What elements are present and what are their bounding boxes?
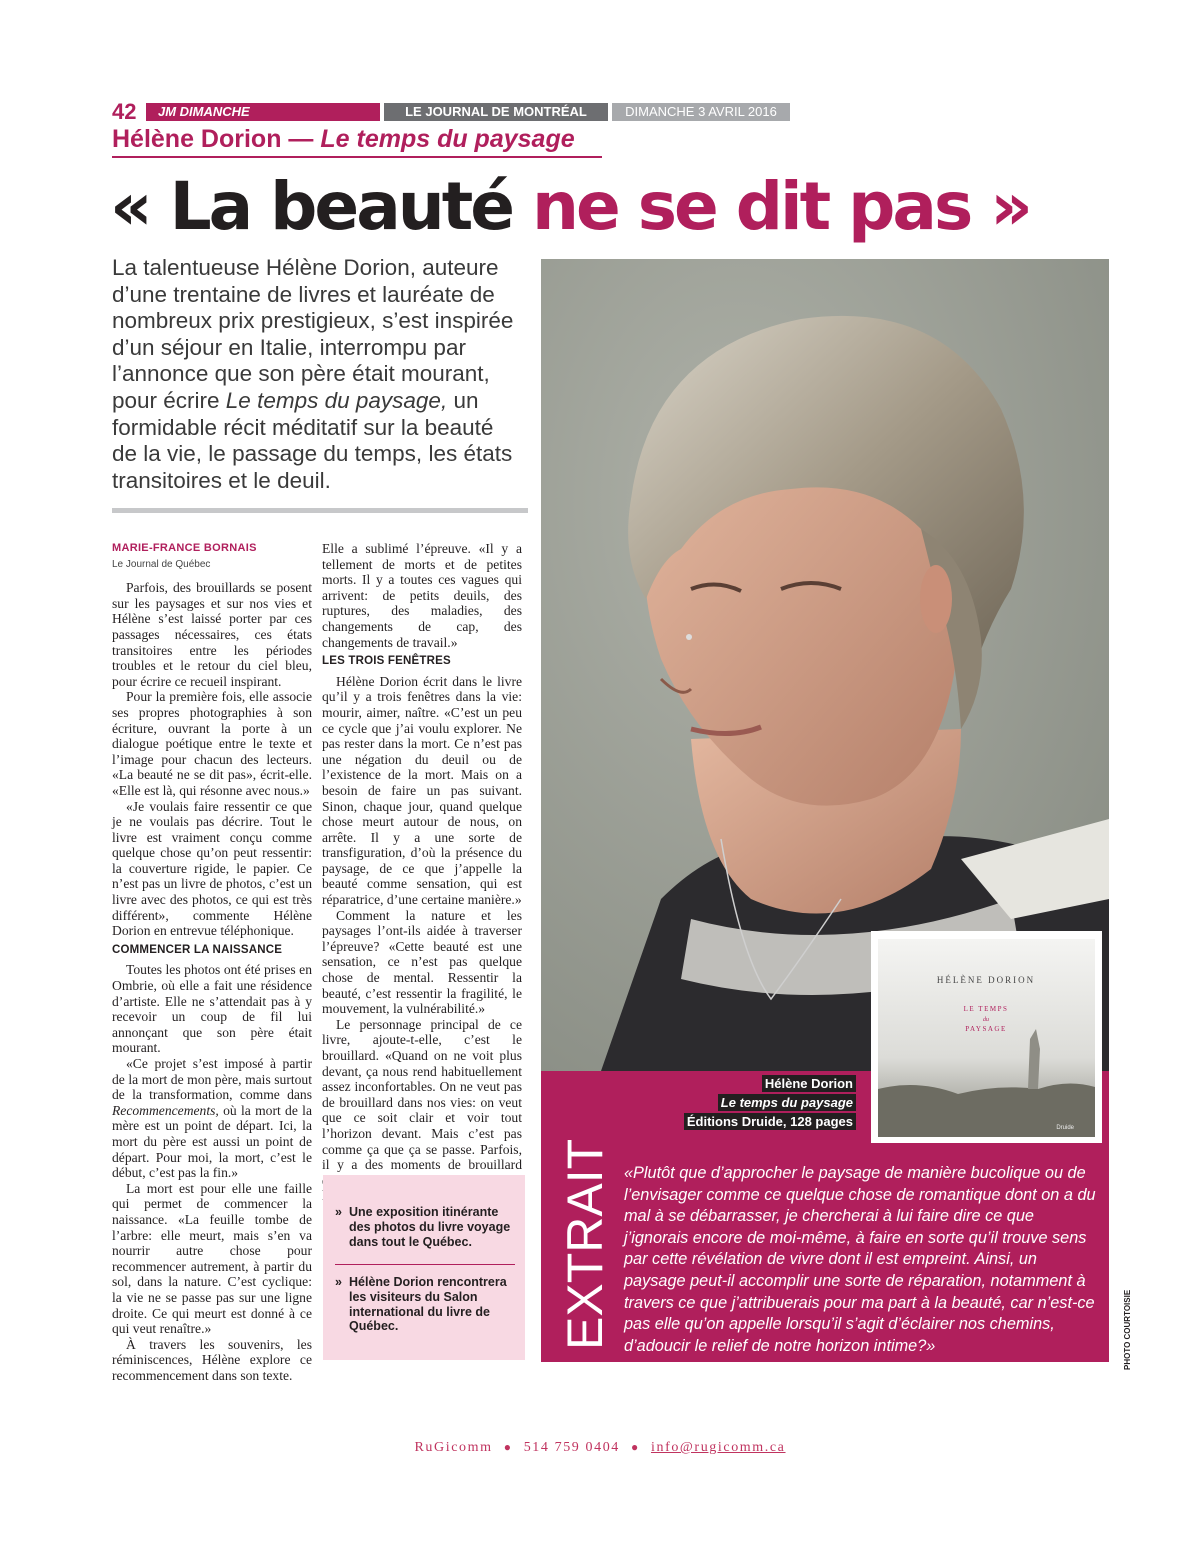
- cover-title-2: du: [983, 1017, 989, 1023]
- cover-title-1: LE TEMPS: [963, 1005, 1009, 1013]
- book-caption: [660, 1075, 856, 1132]
- intro-divider: [112, 508, 528, 513]
- sidebar-item-exposition: [335, 1205, 517, 1249]
- extrait-label-text: EXTRAIT: [557, 1138, 613, 1350]
- intro-text-a: La talentueuse Hélène Dorion, auteure d’une trentaine de livres et lauréate de nombreux prix prestigieux, s’est inspirée d’un séjour en Italie, interrompu par l’annonce que son père était mourant, pour écrire: [112, 255, 514, 413]
- body-paragraph: Elle a sublimé l’épreuve. «Il y a tellement de morts et de petites morts. Il y a toutes ces vagues qui arrivent: de petits deuils, des ruptures, des maladies, des changements de cap, des changements de travail.»: [322, 541, 522, 650]
- caption-author: Hélène Dorion: [762, 1075, 856, 1092]
- body-paragraph: [112, 1056, 312, 1181]
- body-column-2: [322, 541, 522, 1204]
- page-footer: [380, 1440, 820, 1456]
- footer-email-link[interactable]: info@rugicomm.ca: [650, 1440, 786, 1455]
- body-paragraph: Parfois, des brouillards se posent sur les paysages et sur nos vies et Hélène s’est laissé porter par ces passages nécessaires, ces états transitoires entre les périodes troubles et le retour du ciel bleu, pour écrire ce recueil inspirant.: [112, 580, 312, 689]
- footer-phone: 514 759 0404: [523, 1440, 620, 1455]
- subhead-fenetres: LES TROIS FENÊTRES: [322, 655, 451, 668]
- body-paragraph: À travers les souvenirs, les réminiscences, Hélène explore ce recommencement dans son texte.: [112, 1336, 312, 1383]
- byline-outlet: Le Journal de Québec: [112, 558, 211, 570]
- caption-publisher: Éditions Druide, 128 pages: [684, 1113, 856, 1130]
- chevron-right-icon: »: [335, 1275, 342, 1289]
- kicker-book-title: Le temps du paysage: [320, 125, 575, 153]
- book-reference: Recommencements,: [112, 1102, 219, 1118]
- extrait-quote: «Plutôt que d’approcher le paysage de manière bucolique ou de l’envisager comme ce quelque chose de romantique dont on a du mal à se débarrasser, je chercherai à lui faire dire ce que j’ignorais encore de moi-même, à faire en sorte qu’il trouve sens par cette révélation de vivre dont il est empreint. Ainsi, un paysage peut-il accomplir une sorte de réparation, notamment à travers ce que j’attribuerais pour ma part à la beauté, car n’est-ce pas elle qu’on appelle lorsqu’il s’agit d’éclairer nos chemins, d’adoucir le relief de notre horizon intime?»: [624, 1164, 1096, 1355]
- sidebar-item-text: Hélène Dorion rencontrera les visiteurs du Salon international du livre de Québec.: [349, 1275, 507, 1334]
- byline-author: MARIE-FRANCE BORNAIS: [112, 542, 257, 554]
- bullet-icon: ●: [631, 1440, 640, 1454]
- book-cover: [871, 931, 1102, 1143]
- intro-book-title: Le temps du paysage,: [225, 387, 448, 413]
- subhead-naissance: COMMENCER LA NAISSANCE: [112, 943, 283, 956]
- cover-title-3: PAYSAGE: [965, 1025, 1007, 1033]
- section-label: JM DIMANCHE: [146, 103, 380, 121]
- intro-text-b: un formidable récit méditatif sur la beauté de la vie, le passage du temps, les états transitoires et le deuil.: [112, 387, 513, 493]
- intro-paragraph: [112, 255, 522, 494]
- body-text: «Ce projet s’est imposé à partir de la mort de mon père, mais surtout de la transformation, comme dans: [112, 1056, 312, 1103]
- body-text: où la mort de la mère est un point de départ. Ici, la mort du père est aussi un point de départ. Pour moi, la mort, c’est le début, c’est pas la fin.»: [112, 1102, 312, 1181]
- body-paragraph: «Je voulais faire ressentir ce que je ne voulais pas décrire. Tout le livre est vraiment conçu comme quelque chose qu’on peut ressentir: la couverture rigide, le papier. Ce n’est pas un livre de photos, c’est un livre avec des photos, ce qui est très différent», commente Hélène Dorion en entrevue téléphonique.: [112, 798, 312, 939]
- cover-author: HÉLÈNE DORION: [936, 975, 1036, 985]
- body-paragraph: Toutes les photos ont été prises en Ombrie, où elle a fait une résidence d’artiste. Elle ne s’attendait pas à y recevoir un coup de fil lui annonçant que son père était mourant.: [112, 962, 312, 1056]
- newspaper-name: LE JOURNAL DE MONTRÉAL: [384, 103, 608, 121]
- body-paragraph: Comment la nature et les paysages l’ont-ils aidée à traverser l’épreuve? «Cette beauté est une sensation, ce n’est pas quelque chose de mental. Ressentir la beauté, c’est ressentir la fragilité, le mouvement, la vulnérabilité.»: [322, 907, 522, 1017]
- headline-part-1: « La beauté: [110, 168, 533, 245]
- page-number: 42: [112, 99, 137, 124]
- page-header: [112, 99, 777, 124]
- chevron-right-icon: »: [335, 1205, 342, 1219]
- body-paragraph: Le personnage principal de ce livre, ajoute-t-elle, c’est le brouillard. «Quand on ne voit plus devant, ça nous rend habituellement assez inconfortables. On ne veut pas de brouillard dans nos vies: on veut que ce soit clair et voir tout l’horizon devant. Mais c’est pas comme ça que ça se passe. Parfois, il y a des moments de brouillard: [322, 1016, 522, 1173]
- footer-company: RuGicomm: [414, 1440, 493, 1455]
- body-paragraph: Hélène Dorion écrit dans le livre qu’il y a trois fenêtres dans la vie: mourir, aimer, naître. «C’est un peu ce cycle que j’ai voulu explorer. Ne pas rester dans la mort. Ce n’est pas une négation du deuil ou de l’existence de la mort. Mais on a besoin de faire un pas suivant. Sinon, chaque jour, quand quelque chose meurt autour de nous, on arrête. Il y a une sorte de transfiguration, d’où la présence du paysage, de ce que j’appelle la beauté comme sensation, qui est réparatrice, d’une certaine manière.»: [322, 673, 522, 908]
- headline: [110, 162, 1120, 252]
- sidebar-item-text: Une exposition itinérante des photos du livre voyage dans tout le Québec.: [349, 1205, 511, 1249]
- book-cover-art: [878, 939, 1095, 1137]
- article-kicker: [112, 124, 602, 158]
- sidebar-divider: [335, 1264, 515, 1265]
- photo-credit-text: PHOTO COURTOISIE: [1123, 1289, 1132, 1370]
- sidebar-item-salon: [335, 1275, 517, 1334]
- issue-date: DIMANCHE 3 AVRIL 2016: [612, 103, 790, 121]
- body-column-1: [112, 541, 312, 1383]
- bullet-icon: ●: [503, 1440, 513, 1454]
- body-paragraph: La mort est pour elle une faille qui permet de commencer la naissance. «La feuille tombe de l’arbre: elle meurt, mais s’en va nourrir autre chose pour recommencer autrement, à partir du sol, dans la nature. C’est cyclique: la vie ne se passe pas sur une ligne droite. Ce qui meurt est donné à ce qui veut renaître.»: [112, 1180, 312, 1337]
- headline-part-2: ne se dit pas »: [532, 168, 1030, 245]
- caption-title: Le temps du paysage: [718, 1094, 856, 1111]
- extrait-label: [557, 1138, 613, 1350]
- info-sidebar: [323, 1175, 525, 1360]
- kicker-name: Hélène Dorion —: [112, 125, 321, 153]
- photo-credit: [1108, 1270, 1138, 1370]
- body-paragraph: Pour la première fois, elle associe ses propres photographies à son écriture, ouvrant la porte à un dialogue poétique entre le texte et l’image pour chacun des lecteurs. «La beauté ne se dit pas», écrit-elle. «Elle est là, qui résonne avec nous.»: [112, 689, 312, 798]
- cover-publisher: Druide: [1056, 1125, 1074, 1131]
